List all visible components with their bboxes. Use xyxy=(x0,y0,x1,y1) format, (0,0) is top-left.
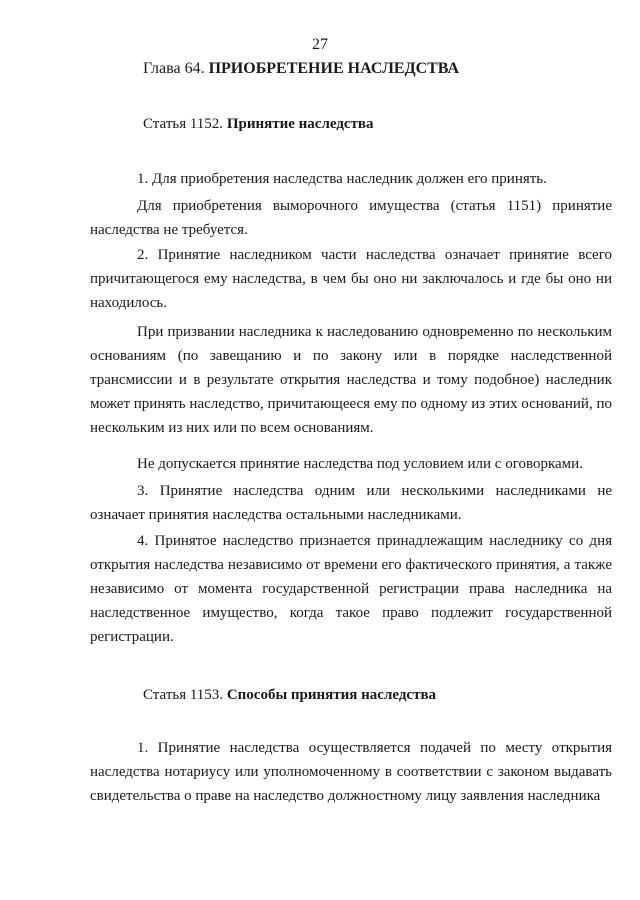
article-1153-title: Способы принятия наследства xyxy=(226,687,437,703)
article-1152-title: Принятие наследства xyxy=(226,116,374,132)
chapter-prefix: Глава 64. xyxy=(143,60,209,77)
chapter-heading xyxy=(143,60,459,78)
page-number: 27 xyxy=(312,36,328,53)
article-1152-paragraph-4: При призвании наследника к наследованию одновременно по нескольким основаниям (по завещанию и по закону или в порядке наследственной трансмиссии и в результате открытия наследства и тому подобное) наследник может принять наследство, причитающееся ему по одному из этих оснований, по нескольким из них или по всем основаниям. xyxy=(90,324,612,436)
article-1153-paragraph-1: 1. Принятие наследства осуществляется подачей по месту открытия наследства нотариусу или уполномоченному в соответствии с законом выдавать свидетельства о праве на наследство должностному лицу заявления наследника xyxy=(90,740,612,804)
article-1152-heading xyxy=(143,116,374,133)
article-1153-heading xyxy=(143,687,436,704)
article-1152-paragraph-7: 4. Принятое наследство признается принадлежащим наследнику со дня открытия наследства независимо от времени его фактического принятия, а также независимо от момента государственной регистрации права наследника на наследственное имущество, когда такое право подлежит государственной регистрации. xyxy=(90,533,612,645)
article-1152-paragraph-6: 3. Принятие наследства одним или несколькими наследниками не означает принятия наследства остальными наследниками. xyxy=(90,483,612,523)
article-1153-prefix: Статья 1153. xyxy=(143,687,227,703)
chapter-title: ПРИОБРЕТЕНИЕ НАСЛЕДСТВА xyxy=(208,60,460,77)
article-1152-paragraph-3: 2. Принятие наследником части наследства означает принятие всего причитающегося ему наследства, в чем бы оно ни заключалось и где бы оно ни находилось. xyxy=(90,247,612,311)
article-1152-paragraph-2: Для приобретения выморочного имущества (статья 1151) принятие наследства не требуется. xyxy=(90,198,612,238)
article-1152-prefix: Статья 1152. xyxy=(143,116,227,132)
article-1152-paragraph-1: 1. Для приобретения наследства наследник должен его принять. xyxy=(137,171,547,187)
article-1152-paragraph-5: Не допускается принятие наследства под условием или с оговорками. xyxy=(137,456,583,472)
